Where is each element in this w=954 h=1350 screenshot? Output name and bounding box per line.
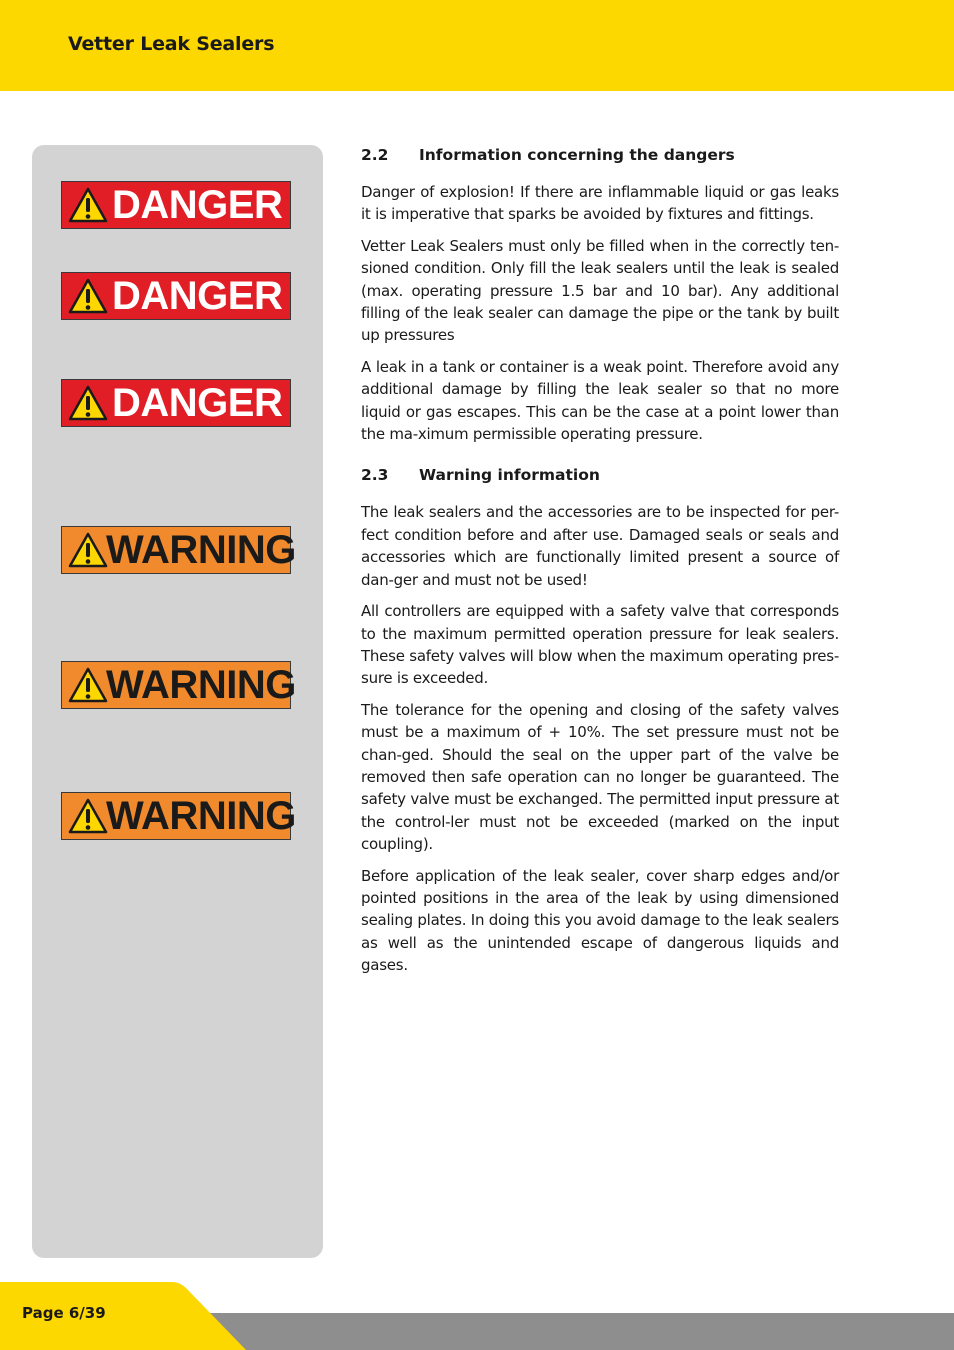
warning-triangle-icon (68, 278, 108, 314)
section-number: 2.2 (361, 146, 389, 164)
section-title: Information concerning the dangers (419, 146, 735, 164)
sign-label: WARNING (106, 663, 296, 707)
warning-triangle-icon (68, 667, 108, 703)
paragraph: The leak sealers and the accessories are to be inspected for per-fect condition before and after use. Damaged seals or seals and accessories which are functionally limited present a source of dan-ger and must not be used! (361, 503, 839, 589)
sign-label: DANGER (112, 381, 283, 425)
sign-label: WARNING (106, 528, 296, 572)
danger-sign (61, 272, 291, 320)
section-number: 2.3 (361, 466, 389, 485)
warning-triangle-icon (68, 532, 108, 568)
sign-label: WARNING (106, 794, 296, 838)
warning-sign (61, 792, 296, 840)
warning-triangle-icon (68, 385, 108, 421)
sign-label: DANGER (112, 274, 283, 318)
warning-triangle-icon (68, 187, 108, 223)
paragraph: Danger of explosion! If there are inflammable liquid or gas leaks it is imperative that sparks be avoided by fixtures and fittings. (361, 183, 839, 224)
warning-triangle-icon (68, 798, 108, 834)
section-heading (361, 143, 839, 167)
paragraph: Vetter Leak Sealers must only be filled when in the correctly ten-sioned condition. Only fill the leak sealers until the leak is sealed (max. operating pressure 1.5 bar and 10 bar). Any additional filling of the leak sealer can damage the pipe or the tank by built up pressures (361, 236, 839, 345)
danger-sign (61, 379, 291, 427)
paragraph: Before application of the leak sealer, cover sharp edges and/or pointed positions in the area of the leak by using dimensioned sealing plates. In doing this you avoid damage to the leak sealers as well as the unintended escape of dangerous liquids and gases. (361, 866, 839, 975)
header-title: Vetter Leak Sealers (68, 33, 275, 55)
paragraph: The tolerance for the opening and closing of the safety valves must be a maximum of + 10%. The set pressure must not be chan-ged. Should the seal on the upper part of the valve be removed then safe operation can no longer be guaranteed. The safety valve must be exchanged. The permitted input pressure at the control-ler must not be exceeded (marked on the input coupling). (361, 700, 839, 854)
paragraph: A leak in a tank or container is a weak point. Therefore avoid any additional damage by filling the leak sealer so that no more liquid or gas escapes. This can be the case at a point lower than the ma-ximum permissible operating pressure. (361, 357, 839, 444)
sign-label: DANGER (112, 183, 283, 227)
warning-sign (61, 661, 296, 709)
warning-sign (61, 526, 296, 574)
danger-sign (61, 181, 291, 229)
page-number: Page 6/39 (22, 1304, 106, 1322)
section-title: Warning information (419, 466, 600, 485)
paragraph: All controllers are equipped with a safety valve that corresponds to the maximum permitted operation pressure for leak sealers. These safety valves will blow when the maximum operating pres-sure is exceeded. (361, 602, 839, 688)
main-content (361, 143, 839, 986)
section-heading (361, 463, 839, 487)
page-header (0, 0, 954, 91)
